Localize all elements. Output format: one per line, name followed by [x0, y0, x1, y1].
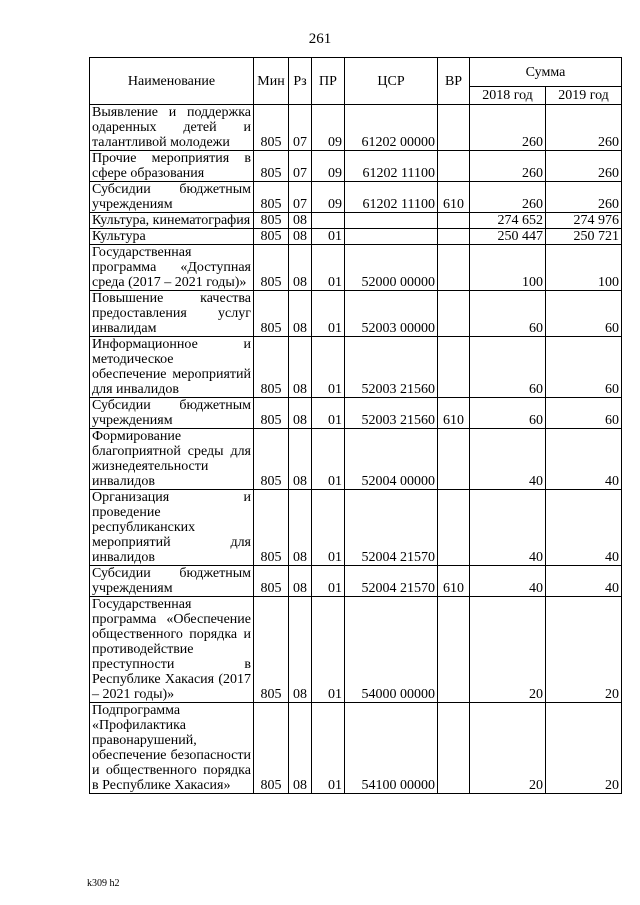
- row-name-cell: Прочие мероприятия в сфере образования: [90, 151, 254, 182]
- row-min-cell: 805: [254, 566, 289, 597]
- row-vr-cell: [438, 245, 470, 291]
- row-sum-2019-cell: 60: [546, 337, 622, 398]
- row-rz-cell: 08: [289, 337, 312, 398]
- row-min-cell: 805: [254, 398, 289, 429]
- table-row: [90, 703, 622, 794]
- footer-code: k309 h2: [87, 878, 120, 889]
- row-rz-cell: 08: [289, 398, 312, 429]
- row-sum-2019-cell: 60: [546, 291, 622, 337]
- row-csr-cell: [345, 213, 438, 229]
- row-name-cell: Государственная программа «Обеспечение общественного порядка и противодействие преступности в Республике Хакасия (2017 – 2021 годы)»: [90, 597, 254, 703]
- row-csr-cell: 54100 00000: [345, 703, 438, 794]
- table-row: [90, 245, 622, 291]
- row-rz-cell: 08: [289, 213, 312, 229]
- row-sum-2019-cell: 100: [546, 245, 622, 291]
- header-min: Мин: [254, 58, 289, 105]
- row-sum-2018-cell: 40: [470, 429, 546, 490]
- table-row: [90, 151, 622, 182]
- row-csr-cell: 61202 11100: [345, 151, 438, 182]
- row-min-cell: 805: [254, 490, 289, 566]
- row-rz-cell: 07: [289, 182, 312, 213]
- row-rz-cell: 07: [289, 151, 312, 182]
- table-row: [90, 490, 622, 566]
- row-rz-cell: 08: [289, 429, 312, 490]
- row-sum-2019-cell: 260: [546, 151, 622, 182]
- row-vr-cell: 610: [438, 182, 470, 213]
- row-sum-2019-cell: 60: [546, 398, 622, 429]
- row-sum-2018-cell: 60: [470, 398, 546, 429]
- row-min-cell: 805: [254, 291, 289, 337]
- row-rz-cell: 08: [289, 703, 312, 794]
- header-year-2018: 2018 год: [470, 87, 546, 105]
- row-min-cell: 805: [254, 245, 289, 291]
- row-csr-cell: 52004 21570: [345, 566, 438, 597]
- row-vr-cell: [438, 291, 470, 337]
- row-sum-2019-cell: 250 721: [546, 229, 622, 245]
- table-row: [90, 398, 622, 429]
- row-csr-cell: 61202 00000: [345, 105, 438, 151]
- row-pr-cell: 01: [312, 597, 345, 703]
- table-row: [90, 229, 622, 245]
- page-number: 261: [308, 31, 332, 47]
- row-min-cell: 805: [254, 229, 289, 245]
- row-rz-cell: 08: [289, 597, 312, 703]
- row-sum-2018-cell: 60: [470, 337, 546, 398]
- row-pr-cell: 01: [312, 229, 345, 245]
- row-rz-cell: 08: [289, 291, 312, 337]
- row-sum-2019-cell: 40: [546, 429, 622, 490]
- row-pr-cell: 01: [312, 398, 345, 429]
- row-name-cell: Формирование благоприятной среды для жизнедеятельности инвалидов: [90, 429, 254, 490]
- row-csr-cell: 52003 21560: [345, 337, 438, 398]
- row-name-cell: Культура: [90, 229, 254, 245]
- row-sum-2018-cell: 40: [470, 566, 546, 597]
- row-pr-cell: 01: [312, 566, 345, 597]
- row-csr-cell: 52003 21560: [345, 398, 438, 429]
- row-pr-cell: 09: [312, 182, 345, 213]
- row-csr-cell: 54000 00000: [345, 597, 438, 703]
- row-csr-cell: 52004 21570: [345, 490, 438, 566]
- row-vr-cell: [438, 490, 470, 566]
- row-vr-cell: [438, 597, 470, 703]
- row-sum-2018-cell: 260: [470, 182, 546, 213]
- row-vr-cell: [438, 229, 470, 245]
- row-vr-cell: [438, 105, 470, 151]
- row-sum-2018-cell: 20: [470, 703, 546, 794]
- row-vr-cell: 610: [438, 398, 470, 429]
- row-sum-2019-cell: 20: [546, 703, 622, 794]
- row-sum-2018-cell: 260: [470, 105, 546, 151]
- row-sum-2018-cell: 274 652: [470, 213, 546, 229]
- row-csr-cell: 52000 00000: [345, 245, 438, 291]
- table-row: [90, 566, 622, 597]
- header-sum: Сумма: [470, 58, 622, 87]
- table-row: [90, 337, 622, 398]
- header-rz: Рз: [289, 58, 312, 105]
- row-sum-2018-cell: 20: [470, 597, 546, 703]
- row-csr-cell: 61202 11100: [345, 182, 438, 213]
- row-pr-cell: 09: [312, 151, 345, 182]
- row-name-cell: Повышение качества предоставления услуг инвалидам: [90, 291, 254, 337]
- table-header: [90, 58, 622, 105]
- table-body: [90, 105, 622, 794]
- row-pr-cell: 01: [312, 245, 345, 291]
- row-name-cell: Подпрограмма «Профилактика правонарушений, обеспечение безопасности и общественного порядка в Республике Хакасия»: [90, 703, 254, 794]
- row-rz-cell: 07: [289, 105, 312, 151]
- row-pr-cell: 01: [312, 703, 345, 794]
- table-row: [90, 213, 622, 229]
- row-name-cell: Субсидии бюджетным учреждениям: [90, 398, 254, 429]
- row-rz-cell: 08: [289, 229, 312, 245]
- row-pr-cell: 09: [312, 105, 345, 151]
- row-name-cell: Информационное и методическое обеспечение мероприятий для инвалидов: [90, 337, 254, 398]
- row-csr-cell: [345, 229, 438, 245]
- row-csr-cell: 52004 00000: [345, 429, 438, 490]
- row-rz-cell: 08: [289, 490, 312, 566]
- row-name-cell: Государственная программа «Доступная среда (2017 – 2021 годы)»: [90, 245, 254, 291]
- header-year-2019: 2019 год: [546, 87, 622, 105]
- row-vr-cell: [438, 429, 470, 490]
- row-vr-cell: [438, 337, 470, 398]
- header-csr: ЦСР: [345, 58, 438, 105]
- row-rz-cell: 08: [289, 566, 312, 597]
- row-sum-2018-cell: 100: [470, 245, 546, 291]
- table-row: [90, 429, 622, 490]
- table-row: [90, 597, 622, 703]
- row-pr-cell: 01: [312, 490, 345, 566]
- row-min-cell: 805: [254, 151, 289, 182]
- header-pr: ПР: [312, 58, 345, 105]
- row-pr-cell: [312, 213, 345, 229]
- table-row: [90, 291, 622, 337]
- row-name-cell: Субсидии бюджетным учреждениям: [90, 566, 254, 597]
- row-min-cell: 805: [254, 105, 289, 151]
- row-sum-2019-cell: 274 976: [546, 213, 622, 229]
- row-sum-2018-cell: 250 447: [470, 229, 546, 245]
- row-name-cell: Организация и проведение республиканских мероприятий для инвалидов: [90, 490, 254, 566]
- header-vr: ВР: [438, 58, 470, 105]
- row-sum-2019-cell: 20: [546, 597, 622, 703]
- row-name-cell: Культура, кинематография: [90, 213, 254, 229]
- row-sum-2018-cell: 60: [470, 291, 546, 337]
- row-sum-2019-cell: 260: [546, 182, 622, 213]
- row-sum-2019-cell: 40: [546, 490, 622, 566]
- header-name: Наименование: [90, 58, 254, 105]
- row-pr-cell: 01: [312, 291, 345, 337]
- row-min-cell: 805: [254, 429, 289, 490]
- row-pr-cell: 01: [312, 337, 345, 398]
- row-name-cell: Выявление и поддержка одаренных детей и талантливой молодежи: [90, 105, 254, 151]
- row-min-cell: 805: [254, 597, 289, 703]
- row-sum-2019-cell: 40: [546, 566, 622, 597]
- budget-table: [89, 57, 622, 794]
- row-sum-2019-cell: 260: [546, 105, 622, 151]
- row-vr-cell: [438, 703, 470, 794]
- row-vr-cell: [438, 151, 470, 182]
- row-rz-cell: 08: [289, 245, 312, 291]
- row-min-cell: 805: [254, 337, 289, 398]
- table-row: [90, 105, 622, 151]
- row-sum-2018-cell: 40: [470, 490, 546, 566]
- row-pr-cell: 01: [312, 429, 345, 490]
- row-vr-cell: 610: [438, 566, 470, 597]
- row-csr-cell: 52003 00000: [345, 291, 438, 337]
- row-min-cell: 805: [254, 703, 289, 794]
- row-min-cell: 805: [254, 182, 289, 213]
- row-sum-2018-cell: 260: [470, 151, 546, 182]
- row-name-cell: Субсидии бюджетным учреждениям: [90, 182, 254, 213]
- table-row: [90, 182, 622, 213]
- row-vr-cell: [438, 213, 470, 229]
- row-min-cell: 805: [254, 213, 289, 229]
